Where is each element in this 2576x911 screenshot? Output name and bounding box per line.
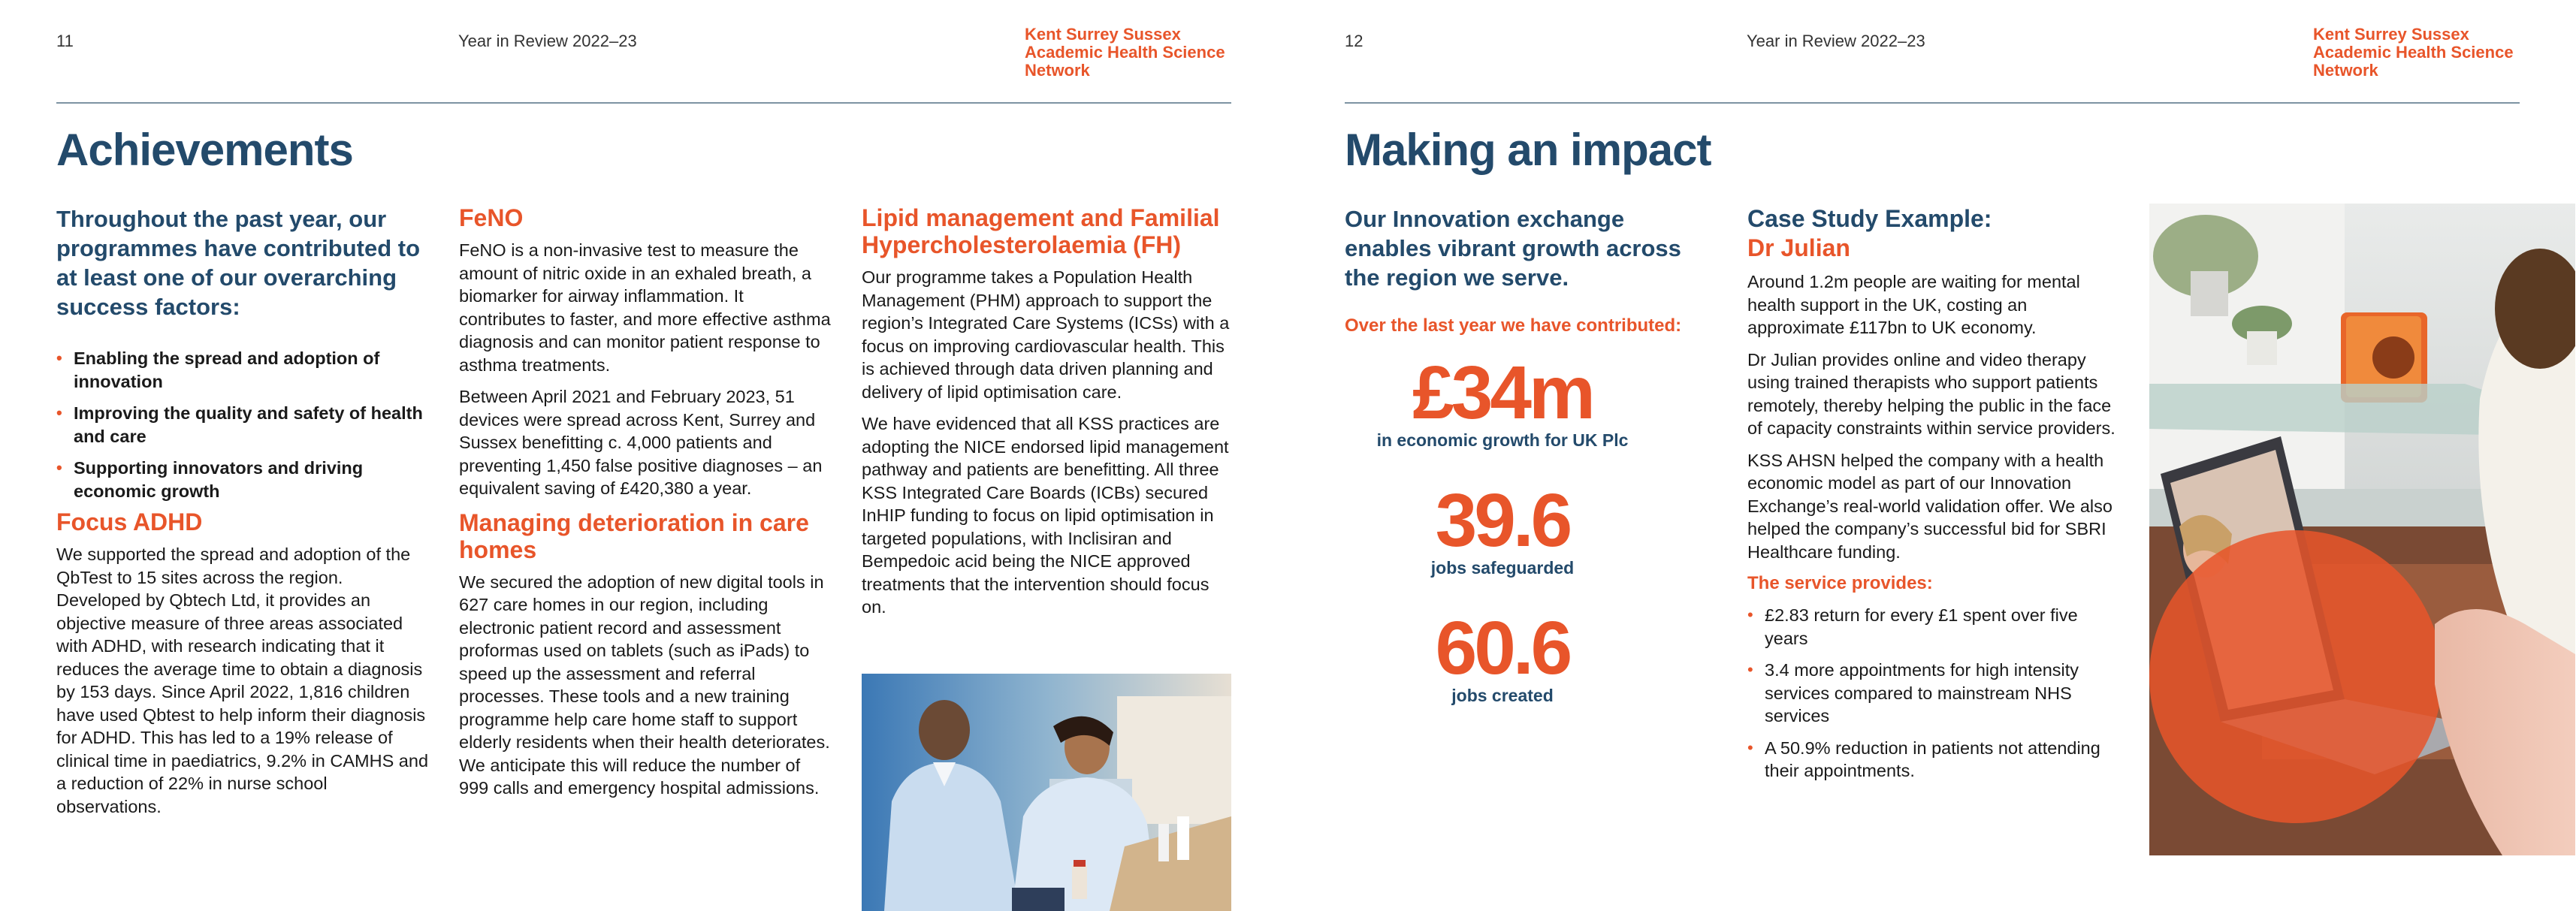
case-study-subject: Dr Julian bbox=[1747, 234, 1850, 261]
impact-column bbox=[1345, 204, 1717, 738]
right-page bbox=[1288, 0, 2575, 911]
stat-jobs-safeguarded-label: jobs safeguarded bbox=[1430, 558, 1575, 578]
page-title: Achievements bbox=[56, 125, 353, 175]
feno-paragraph-2: Between April 2021 and February 2023, 51 devices were spread across Kent, Surrey and Sussex benefitting c. 4,000 patients and preventing 1,450 false positive diagnoses – an equivalent saving of £420,380 a year. bbox=[459, 387, 823, 498]
header-rule bbox=[56, 102, 1231, 104]
case-study-paragraph-2: Dr Julian provides online and video therapy using trained therapists who support patients remotely, thereby helping the public in the face of capacity constraints within service providers. bbox=[1747, 349, 2115, 438]
list-item: • Supporting innovators and driving economic growth bbox=[56, 458, 364, 501]
running-title: Year in Review 2022–23 bbox=[458, 32, 637, 50]
brand-logo-text: Kent Surrey Sussex Academic Health Science Network bbox=[1025, 25, 1225, 80]
header-rule bbox=[1345, 102, 2520, 104]
intro-text: Throughout the past year, our programmes have contributed to at least one of our overarching success factors: bbox=[56, 206, 421, 320]
stat-economic-growth-value: £34m bbox=[1412, 351, 1593, 435]
bullet-icon: • bbox=[56, 458, 62, 477]
bullet-icon: • bbox=[56, 348, 62, 367]
case-study-paragraph-3: KSS AHSN helped the company with a health economic model as part of our Innovation Exchange’s real-world validation offer. We also helped the company’s successful bid for SBRI Healthcare funding. bbox=[1747, 450, 2112, 562]
stat-jobs-safeguarded-value: 39.6 bbox=[1435, 478, 1570, 563]
stat-jobs-created-label: jobs created bbox=[1451, 686, 1554, 705]
nurses-photo bbox=[862, 674, 1231, 911]
page-number: 12 bbox=[1345, 32, 1363, 50]
lipid-heading: Lipid management and Familial Hypercholesterolaemia (FH) bbox=[862, 204, 1220, 258]
service-heading: The service provides: bbox=[1747, 573, 1933, 593]
lipid-paragraph-1: Our programme takes a Population Health Management (PHM) approach to support the region’s Integrated Care Systems (ICSs) with a focus on improving cardiovascular health. This is achieved through data driven planning and delivery of lipid optimisation care. bbox=[862, 267, 1230, 402]
page-title: Making an impact bbox=[1345, 125, 1711, 175]
bullet-icon: • bbox=[56, 403, 62, 422]
success-factors-list bbox=[56, 347, 428, 502]
list-item: • Improving the quality and safety of health and care bbox=[56, 403, 423, 446]
service-list bbox=[1747, 604, 2119, 783]
adhd-heading: Focus ADHD bbox=[56, 508, 203, 535]
column-3 bbox=[862, 204, 1234, 628]
adhd-text: We supported the spread and adoption of the QbTest to 15 sites across the region. Developed by Qbtech Ltd, it provides an objective measure of three areas associated with ADHD, with research indicating that it reduces the average time to obtain a diagnosis by 153 days. Since April 2022, 1,816 children have used Qbtest to help inform their diagnosis for ADHD. This has led to a 19% release of clinical time in paediatrics, 9.2% in CAMHS and a reduction of 22% in nurse school observations. bbox=[56, 544, 429, 816]
deterioration-heading: Managing deterioration in care homes bbox=[459, 508, 809, 563]
column-2 bbox=[459, 204, 831, 809]
feno-heading: FeNO bbox=[459, 204, 524, 231]
bullet-icon: • bbox=[1747, 660, 1753, 679]
lipid-paragraph-2: We have evidenced that all KSS practices are adopting the NICE endorsed lipid management pathway and patients are benefitting. All three KSS Integrated Care Boards (ICBs) secured InHIP funding to focus on lipid optimisation in targeted populations, with Inclisiran and Bempedoic acid being the NICE approved treatments that the intervention should focus on. bbox=[862, 414, 1229, 617]
feno-paragraph-1: FeNO is a non-invasive test to measure the amount of nitric oxide in an exhaled breath, a biomarker for airway inflammation. It contributes to faster, and more effective asthma diagnosis and can monitor patient response to asthma treatments. bbox=[459, 240, 831, 375]
bullet-icon: • bbox=[1747, 738, 1753, 757]
deterioration-text: We secured the adoption of new digital tools in 627 care homes in our region, including electronic patient record and assessment proformas used on tablets (such as iPads) to speed up the assessment and referral processes. These tools and a new training programme help care home staff to support elderly residents when their health deteriorates. We anticipate this will reduce the number of 999 calls and emergency hospital admissions. bbox=[459, 572, 830, 798]
list-item: • 3.4 more appointments for high intensity services compared to mainstream NHS services bbox=[1747, 660, 2079, 725]
stats-block bbox=[1367, 351, 1638, 705]
list-item: • A 50.9% reduction in patients not attending their appointments. bbox=[1747, 738, 2100, 780]
page-number: 11 bbox=[56, 32, 74, 50]
case-study-heading: Case Study Example: bbox=[1747, 205, 1992, 232]
list-item: • £2.83 return for every £1 spent over five years bbox=[1747, 605, 2078, 648]
bullet-icon: • bbox=[1747, 605, 1753, 624]
case-study-column bbox=[1747, 204, 2119, 792]
intro-text: Our Innovation exchange enables vibrant growth across the region we serve. bbox=[1345, 206, 1681, 291]
case-study-paragraph-1: Around 1.2m people are waiting for mental health support in the UK, costing an approximate £117bn to UK economy. bbox=[1747, 272, 2080, 337]
stat-jobs-created-value: 60.6 bbox=[1435, 606, 1570, 690]
list-item: • Enabling the spread and adoption of innovation bbox=[56, 348, 380, 391]
contributed-label: Over the last year we have contributed: bbox=[1345, 315, 1682, 336]
brand-logo-text: Kent Surrey Sussex Academic Health Science Network bbox=[2313, 25, 2514, 80]
column-1 bbox=[56, 204, 428, 827]
running-title: Year in Review 2022–23 bbox=[1747, 32, 1925, 50]
video-therapy-photo bbox=[2149, 204, 2575, 855]
stat-economic-growth-label: in economic growth for UK Plc bbox=[1376, 430, 1629, 450]
